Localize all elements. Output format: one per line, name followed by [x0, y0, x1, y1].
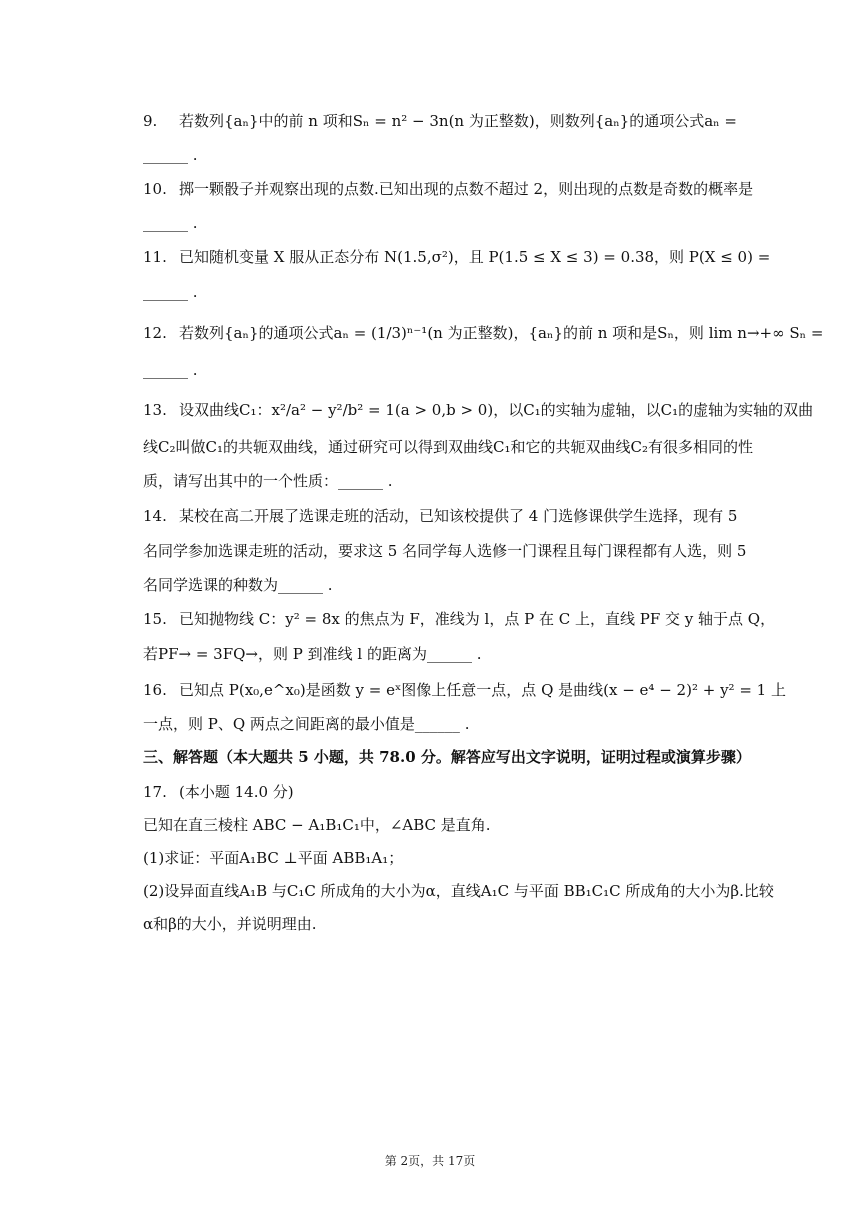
question-9-line-1 — [143, 110, 753, 132]
question-15-line-2 — [143, 643, 753, 665]
question-13-line-3 — [143, 470, 753, 492]
question-text: 名同学参加选课走班的活动，要求这 5 名同学每人选修一门课程且每门课程都有人选，则 5 — [143, 542, 747, 560]
question-text: 若PF→ = 3FQ→，则 P 到准线 l 的距离为______ . — [143, 645, 482, 663]
question-14-line-1 — [143, 505, 753, 527]
question-number: 12. — [143, 324, 167, 342]
question-text: (2)设异面直线A₁B 与C₁C 所成角的大小为α，直线A₁C 与平面 BB₁C₁C 所成角的大小为β.比较 — [143, 882, 774, 900]
question-text: 已知点 P(x₀,e^x₀)是函数 y = eˣ图像上任意一点，点 Q 是曲线(x − e⁴ − 2)² + y² = 1 上 — [179, 681, 786, 699]
question-text: 若数列{aₙ}的通项公式aₙ = (1/3)ⁿ⁻¹(n 为正整数)，{aₙ}的前 n 项和是Sₙ，则 lim n→+∞ Sₙ = — [179, 324, 824, 342]
question-text: 一点，则 P、Q 两点之间距离的最小值是______ . — [143, 715, 470, 733]
answer-blank: ______ . — [143, 283, 198, 301]
question-text: α和β的大小，并说明理由. — [143, 915, 317, 933]
question-17-line-2 — [143, 847, 753, 869]
question-number: 11. — [143, 248, 167, 266]
question-17-line-3 — [143, 880, 774, 902]
answer-blank: ______ . — [143, 146, 198, 164]
question-13-line-2 — [143, 436, 753, 458]
question-number: 9. — [143, 112, 158, 130]
question-text: 已知在直三棱柱 ABC − A₁B₁C₁中，∠ABC 是直角. — [143, 816, 491, 834]
question-17-header — [143, 781, 753, 803]
page-footer: 第 2页，共 17页 — [384, 1154, 476, 1168]
question-number: 13. — [143, 401, 167, 419]
question-text: 设双曲线C₁：x²/a² − y²/b² = 1(a > 0,b > 0)，以C₁的实轴为虚轴，以C₁的虚轴为实轴的双曲 — [179, 401, 814, 419]
question-text: 名同学选课的种数为______ . — [143, 576, 333, 594]
question-17-line-4 — [143, 913, 753, 935]
question-number: 14. — [143, 507, 167, 525]
question-text: 某校在高二开展了选课走班的活动，已知该校提供了 4 门选修课供学生选择，现有 5 — [179, 507, 738, 525]
question-13-line-1 — [143, 399, 814, 421]
question-12-line-2 — [143, 359, 753, 381]
question-text: 若数列{aₙ}中的前 n 项和Sₙ = n² − 3n(n 为正整数)，则数列{aₙ}的通项公式aₙ = — [179, 112, 737, 130]
question-text: 已知随机变量 X 服从正态分布 N(1.5,σ²)，且 P(1.5 ≤ X ≤ 3) = 0.38，则 P(X ≤ 0) = — [179, 248, 771, 266]
question-number: 15. — [143, 610, 167, 628]
answer-blank: ______ . — [143, 214, 198, 232]
question-16-line-2 — [143, 713, 753, 735]
question-number: 16. — [143, 681, 167, 699]
question-text: 已知抛物线 C：y² = 8x 的焦点为 F，准线为 l，点 P 在 C 上，直线 PF 交 y 轴于点 Q， — [179, 610, 776, 628]
question-number: 10. — [143, 180, 167, 198]
question-14-line-3 — [143, 574, 753, 596]
question-9-line-2 — [143, 144, 753, 166]
question-12-line-1 — [143, 322, 824, 344]
question-14-line-2 — [143, 540, 753, 562]
question-text: 掷一颗骰子并观察出现的点数.已知出现的点数不超过 2，则出现的点数是奇数的概率是 — [179, 180, 754, 198]
question-10-line-1 — [143, 178, 753, 200]
question-score: (本小题 14.0 分) — [179, 783, 294, 801]
question-10-line-2 — [143, 212, 753, 234]
answer-blank: ______ . — [143, 361, 198, 379]
question-number: 17. — [143, 783, 167, 801]
question-text: (1)求证：平面A₁BC ⊥平面 ABB₁A₁； — [143, 849, 404, 867]
question-text: 线C₂叫做C₁的共轭双曲线，通过研究可以得到双曲线C₁和它的共轭双曲线C₂有很多相同的性 — [143, 438, 753, 456]
question-16-line-1 — [143, 679, 786, 701]
question-11-line-2 — [143, 281, 753, 303]
section-title: 三、解答题（本大题共 5 小题，共 78.0 分。解答应写出文字说明，证明过程或演算步骤） — [143, 748, 751, 766]
question-17-line-1 — [143, 814, 753, 836]
question-11-line-1 — [143, 246, 771, 268]
question-text: 质，请写出其中的一个性质：______ . — [143, 472, 393, 490]
question-15-line-1 — [143, 608, 776, 630]
section-heading — [143, 746, 753, 768]
